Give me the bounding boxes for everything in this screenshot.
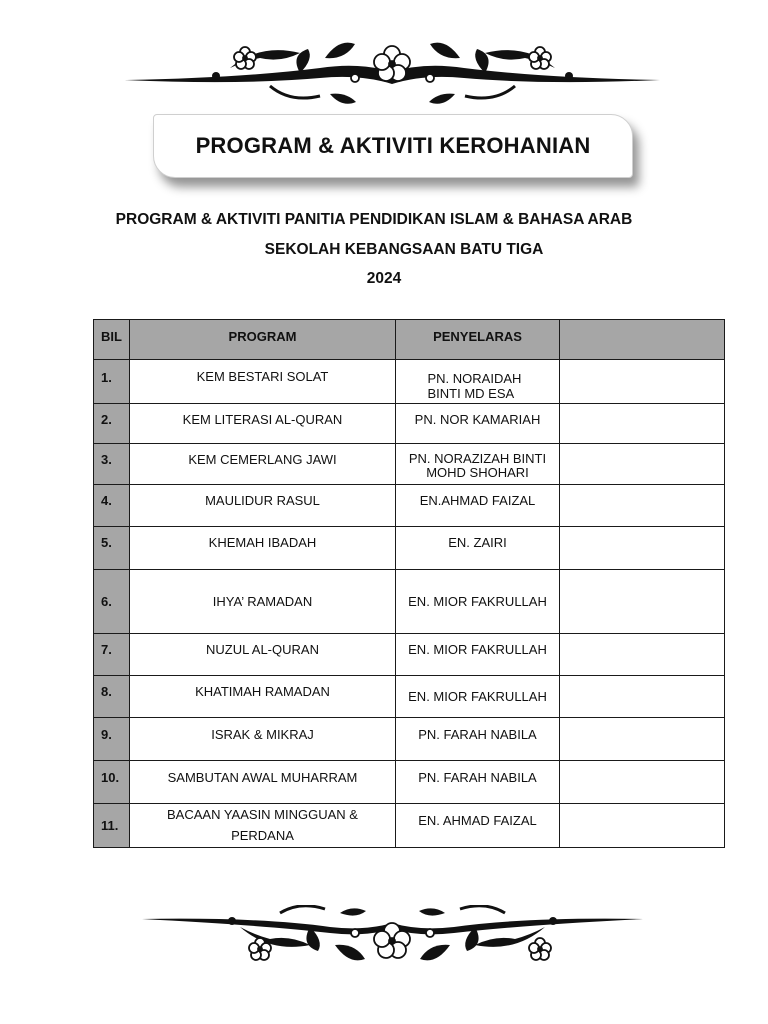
blank-cell xyxy=(560,404,725,444)
subtitle-panel: PROGRAM & AKTIVITI PANITIA PENDIDIKAN ISLAM & BAHASA ARAB xyxy=(115,211,633,228)
table-row xyxy=(94,444,725,485)
program-cell xyxy=(130,634,396,676)
coordinator-cell xyxy=(396,527,560,570)
title-box xyxy=(153,114,633,178)
coordinator-name: EN. AHMAD FAIZAL xyxy=(418,813,537,828)
row-number: 3. xyxy=(94,444,130,485)
program-table xyxy=(93,319,725,848)
table-row xyxy=(94,718,725,761)
coordinator-name: EN. MIOR FAKRULLAH xyxy=(408,593,547,609)
row-number: 6. xyxy=(94,570,130,634)
program-cell xyxy=(130,718,396,761)
coordinator-cell xyxy=(396,718,560,761)
program-name: ISRAK & MIKRAJ xyxy=(211,727,314,742)
program-name: NUZUL AL-QURAN xyxy=(206,642,319,657)
floral-ornament-top xyxy=(120,28,665,108)
coordinator-name: EN.AHMAD FAIZAL xyxy=(419,493,536,508)
coordinator-cell xyxy=(396,404,560,444)
row-number: 5. xyxy=(94,527,130,570)
blank-cell xyxy=(560,527,725,570)
column-header-blank xyxy=(560,320,725,360)
program-cell xyxy=(130,485,396,527)
program-name: IHYA’ RAMADAN xyxy=(212,593,313,609)
column-header-bil: BIL xyxy=(94,320,130,360)
row-number: 1. xyxy=(94,360,130,404)
row-number: 11. xyxy=(94,804,130,848)
coordinator-name: EN. MIOR FAKRULLAH xyxy=(408,642,547,657)
program-cell xyxy=(130,761,396,804)
row-number: 10. xyxy=(94,761,130,804)
row-number: 9. xyxy=(94,718,130,761)
table-row xyxy=(94,360,725,404)
blank-cell xyxy=(560,485,725,527)
program-cell xyxy=(130,676,396,718)
table-row xyxy=(94,634,725,676)
program-name: KEM BESTARI SOLAT xyxy=(196,369,329,384)
program-name: SAMBUTAN AWAL MUHARRAM xyxy=(167,770,358,785)
blank-cell xyxy=(560,676,725,718)
coordinator-cell xyxy=(396,761,560,804)
program-name: MAULIDUR RASUL xyxy=(205,493,320,508)
coordinator-cell xyxy=(396,804,560,848)
subtitle-year: 2024 xyxy=(366,270,402,287)
blank-cell xyxy=(560,360,725,404)
column-header-penyelaras: PENYELARAS xyxy=(396,320,560,360)
row-number: 4. xyxy=(94,485,130,527)
program-name: KEM LITERASI AL-QURAN xyxy=(182,412,343,427)
table-row xyxy=(94,527,725,570)
row-number: 8. xyxy=(94,676,130,718)
coordinator-name: EN. MIOR FAKRULLAH xyxy=(408,689,547,704)
program-cell xyxy=(130,444,396,485)
program-cell xyxy=(130,804,396,848)
blank-cell xyxy=(560,570,725,634)
table-row xyxy=(94,485,725,527)
row-number: 2. xyxy=(94,404,130,444)
coordinator-cell xyxy=(396,570,560,634)
coordinator-name: PN. FARAH NABILA xyxy=(418,727,537,742)
coordinator-name: PN. NORAIDAH BINTI MD ESA xyxy=(427,371,522,401)
program-name: KHATIMAH RAMADAN xyxy=(195,684,330,699)
coordinator-name: EN. ZAIRI xyxy=(448,535,507,550)
table-row xyxy=(94,570,725,634)
subtitle-school: SEKOLAH KEBANGSAAN BATU TIGA xyxy=(264,241,544,258)
column-header-program: PROGRAM xyxy=(130,320,396,360)
table-row xyxy=(94,761,725,804)
program-cell xyxy=(130,404,396,444)
coordinator-cell xyxy=(396,485,560,527)
program-name: KEM CEMERLANG JAWI xyxy=(188,452,337,467)
program-cell xyxy=(130,360,396,404)
program-name: KHEMAH IBADAH xyxy=(208,535,317,550)
coordinator-cell xyxy=(396,676,560,718)
coordinator-name: PN. NORAZIZAH BINTI MOHD SHOHARI xyxy=(408,451,547,481)
row-number: 7. xyxy=(94,634,130,676)
coordinator-name: PN. NOR KAMARIAH xyxy=(414,412,541,427)
coordinator-cell xyxy=(396,634,560,676)
blank-cell xyxy=(560,444,725,485)
table-row xyxy=(94,676,725,718)
floral-ornament-bottom xyxy=(120,905,665,985)
program-name: BACAAN YAASIN MINGGUAN & PERDANA xyxy=(167,807,358,843)
program-cell xyxy=(130,570,396,634)
coordinator-cell xyxy=(396,444,560,485)
blank-cell xyxy=(560,761,725,804)
coordinator-name: PN. FARAH NABILA xyxy=(418,770,537,785)
table-row xyxy=(94,804,725,848)
blank-cell xyxy=(560,634,725,676)
table-header-row xyxy=(94,320,725,360)
program-cell xyxy=(130,527,396,570)
table-row xyxy=(94,404,725,444)
blank-cell xyxy=(560,804,725,848)
blank-cell xyxy=(560,718,725,761)
coordinator-cell xyxy=(396,360,560,404)
page-title: PROGRAM & AKTIVITI KEROHANIAN xyxy=(195,133,591,158)
